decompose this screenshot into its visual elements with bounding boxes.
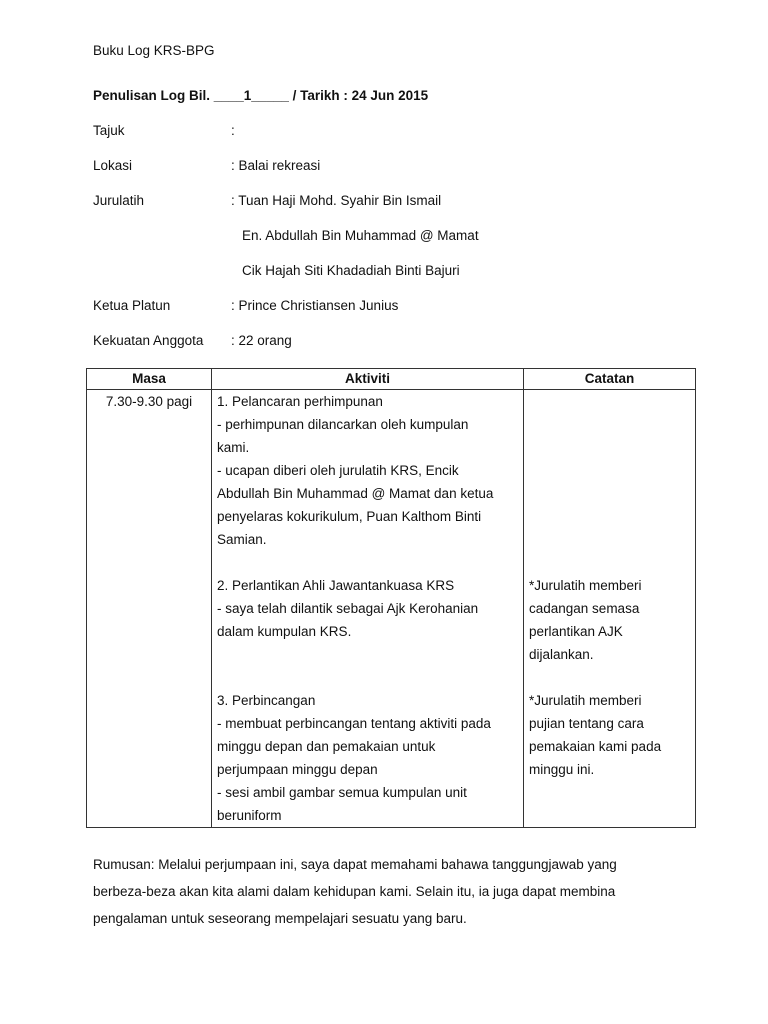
rumusan-line: berbeza-beza akan kita alami dalam kehidupan kami. Selain itu, ia juga dapat membina	[93, 884, 616, 899]
activity-line: - saya telah dilantik sebagai Ajk Kerohanian	[217, 601, 479, 616]
activity-line: penyelaras kokurikulum, Puan Kalthom Binti	[217, 509, 482, 524]
catatan-line	[529, 436, 691, 459]
catatan-line: cadangan semasa	[529, 601, 640, 616]
activity-line: Abdullah Bin Muhammad @ Mamat dan ketua	[217, 486, 494, 501]
field-value-tajuk: :	[231, 123, 235, 138]
activity-line	[217, 643, 519, 666]
activity-line: kami.	[217, 440, 250, 455]
activity-line	[217, 551, 519, 574]
field-value-kekuatan-anggota: : 22 orang	[231, 333, 292, 348]
table-header-row	[87, 369, 696, 390]
catatan-line	[529, 551, 691, 574]
cell-catatan	[524, 390, 696, 828]
cell-masa	[87, 390, 212, 828]
catatan-line	[529, 528, 691, 551]
activity-line: - perhimpunan dilancarkan oleh kumpulan	[217, 417, 469, 432]
rumusan-line: Rumusan: Melalui perjumpaan ini, saya dapat memahami bahawa tanggungjawab yang	[93, 857, 617, 872]
activity-line: 3. Perbincangan	[217, 693, 316, 708]
field-label-kekuatan-anggota: Kekuatan Anggota	[93, 333, 204, 348]
cell-aktiviti	[212, 390, 524, 828]
catatan-line: minggu ini.	[529, 762, 595, 777]
activity-log-table	[86, 368, 696, 828]
field-label-tajuk: Tajuk	[93, 123, 125, 138]
header-catatan: Catatan	[524, 369, 696, 390]
activity-line	[217, 666, 519, 689]
catatan-line	[529, 482, 691, 505]
activity-line: Samian.	[217, 532, 267, 547]
field-label-lokasi: Lokasi	[93, 158, 133, 173]
activity-line: dalam kumpulan KRS.	[217, 624, 352, 639]
activity-line: - sesi ambil gambar semua kumpulan unit	[217, 785, 467, 800]
catatan-line	[529, 413, 691, 436]
activity-line: 1. Pelancaran perhimpunan	[217, 394, 383, 409]
catatan-line: pemakaian kami pada	[529, 739, 662, 754]
log-heading: Penulisan Log Bil. ____1_____ / Tarikh : 24 Jun 2015	[93, 88, 429, 103]
catatan-line: dijalankan.	[529, 647, 594, 662]
field-value-ketua-platun: : Prince Christiansen Junius	[231, 298, 399, 313]
header-masa: Masa	[87, 369, 212, 390]
activity-lines	[217, 390, 519, 827]
rumusan-line: pengalaman untuk seseorang mempelajari sesuatu yang baru.	[93, 911, 467, 926]
catatan-line	[529, 390, 691, 413]
field-value-jurulatih-2: En. Abdullah Bin Muhammad @ Mamat	[242, 228, 479, 243]
document-title: Buku Log KRS-BPG	[93, 43, 215, 58]
field-label-ketua-platun: Ketua Platun	[93, 298, 171, 313]
activity-line: beruniform	[217, 808, 282, 823]
table-row	[87, 390, 696, 828]
catatan-line: *Jurulatih memberi	[529, 693, 642, 708]
activity-line: perjumpaan minggu depan	[217, 762, 378, 777]
field-value-jurulatih-1: : Tuan Haji Mohd. Syahir Bin Ismail	[231, 193, 442, 208]
rumusan-paragraph	[93, 851, 617, 932]
field-value-jurulatih-3: Cik Hajah Siti Khadadiah Binti Bajuri	[242, 263, 460, 278]
activity-line: minggu depan dan pemakaian untuk	[217, 739, 436, 754]
header-aktiviti: Aktiviti	[212, 369, 524, 390]
masa-value: 7.30-9.30 pagi	[105, 394, 193, 409]
catatan-line: perlantikan AJK	[529, 624, 623, 639]
field-label-jurulatih: Jurulatih	[93, 193, 145, 208]
catatan-line: pujian tentang cara	[529, 716, 644, 731]
catatan-line	[529, 459, 691, 482]
activity-line: - membuat perbincangan tentang aktiviti pada	[217, 716, 491, 731]
activity-line: 2. Perlantikan Ahli Jawantankuasa KRS	[217, 578, 455, 593]
activity-line: - ucapan diberi oleh jurulatih KRS, Encik	[217, 463, 459, 478]
catatan-lines	[529, 390, 691, 781]
field-value-lokasi: : Balai rekreasi	[231, 158, 321, 173]
catatan-line	[529, 666, 691, 689]
catatan-line: *Jurulatih memberi	[529, 578, 642, 593]
catatan-line	[529, 505, 691, 528]
